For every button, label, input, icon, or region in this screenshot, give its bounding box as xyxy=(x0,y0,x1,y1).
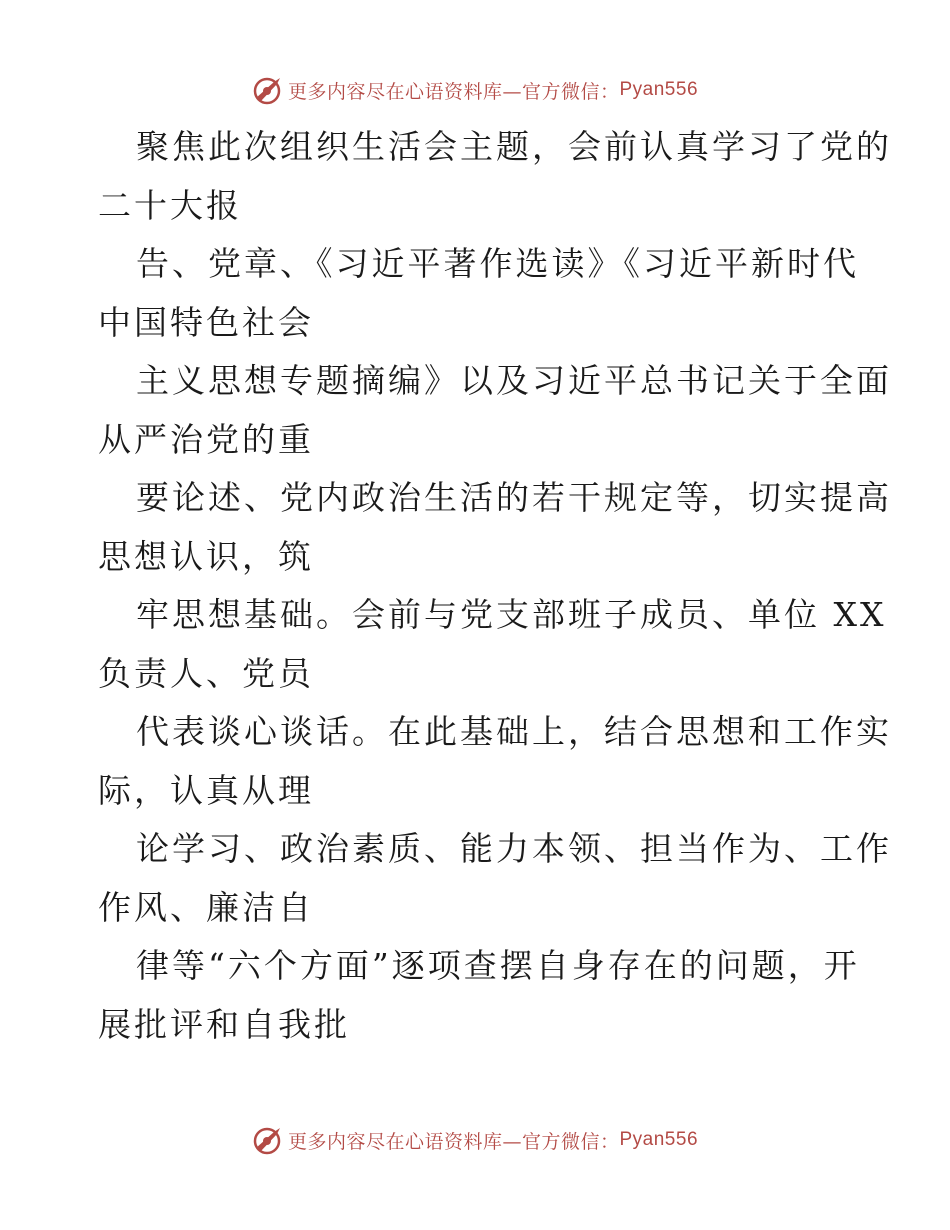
text-line: 律等“六个方面”逐项查摆自身存在的问题，开 xyxy=(136,946,860,985)
text-line: 主义思想专题摘编》以及习近平总书记关于全面 xyxy=(136,361,892,400)
watermark-text: 更多内容尽在心语资料库—官方微信： xyxy=(287,80,620,103)
text-line: 负责人、党员 xyxy=(98,653,314,693)
text-line: 思想认识，筑 xyxy=(98,536,314,576)
watermark-text: 更多内容尽在心语资料库—官方微信： xyxy=(287,1130,620,1153)
text-line: 论学习、政治素质、能力本领、担当作为、工作 xyxy=(136,829,892,868)
text-line: 展批评和自我批 xyxy=(98,1004,350,1044)
text-line: 从严治党的重 xyxy=(98,419,314,459)
text-line: 二十大报 xyxy=(98,185,242,225)
text-line: 告、党章、《习近平著作选读》《习近平新时代 xyxy=(136,244,859,283)
pen-logo-icon xyxy=(252,1124,284,1156)
text-line: 聚焦此次组织生活会主题，会前认真学习了党的 xyxy=(136,127,892,166)
text-line: 牢思想基础。会前与党支部班子成员、单位 XX xyxy=(136,595,887,634)
text-line: 际，认真从理 xyxy=(98,770,314,810)
watermark-wechat-id: Pyan556 xyxy=(619,79,699,100)
footer-watermark xyxy=(0,1120,950,1160)
watermark-wechat-id: Pyan556 xyxy=(619,1129,699,1150)
document-body xyxy=(98,118,892,1054)
header-watermark xyxy=(0,70,950,110)
text-line: 代表谈心谈话。在此基础上，结合思想和工作实 xyxy=(136,712,892,751)
text-line: 要论述、党内政治生活的若干规定等，切实提高 xyxy=(136,478,892,517)
text-line: 中国特色社会 xyxy=(98,302,314,342)
text-line: 作风、廉洁自 xyxy=(98,887,314,927)
pen-logo-icon xyxy=(252,74,284,106)
